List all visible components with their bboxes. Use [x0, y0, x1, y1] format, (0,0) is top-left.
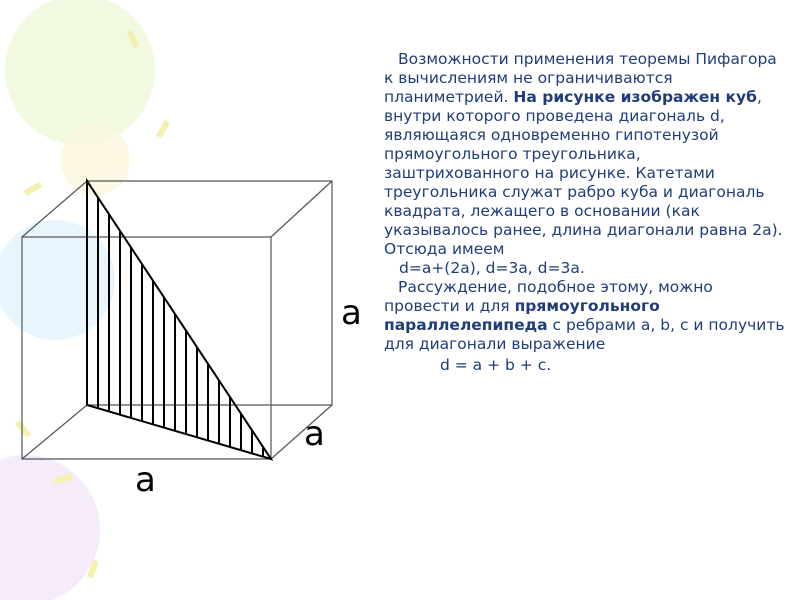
cube-edge [271, 181, 332, 237]
paragraph-2-start: Рассуждение, подобное этому, можно провести и для [384, 278, 713, 315]
paragraph-1-start: Возможности применения теоремы Пифагора к вычислениям не ограничиваются планиметрией. [384, 50, 777, 106]
edge-label-depth: a [304, 414, 325, 454]
edge-label-height: a [341, 293, 362, 333]
paragraph-2-bold: прямоугольного параллелепипеда [384, 297, 660, 334]
formula-parallelepiped: d = a + b + c. [440, 356, 552, 374]
paragraph-1-rest: , внутри которого проведена диагональ d, являющаяся одновременно гипотенузой прямоугольного треугольника, заштрихованного на рисунке. Катетами треугольника служат рабро куба и диагональ квадрата, лежащего в основании (как указывалось ранее, длина диагонали равна 2a). Отсюда имеем [384, 88, 783, 258]
formula-cube: d=a+(2a), d=3a, d=3a. [399, 259, 585, 277]
paragraph-2 [384, 278, 789, 375]
edge-label-bottom: a [135, 460, 156, 500]
paragraph-2-rest: с ребрами a, b, c и получить для диагонали выражение [384, 316, 785, 353]
paragraph-1 [384, 50, 789, 278]
cube-edges [22, 181, 332, 459]
hatched-triangle [87, 181, 271, 459]
paragraph-1-bold: На рисунке изображен куб [513, 88, 757, 106]
triangle-outline [87, 181, 271, 459]
cube-edge [22, 181, 87, 237]
explanation-text [384, 50, 789, 375]
cube-edge [22, 405, 87, 459]
